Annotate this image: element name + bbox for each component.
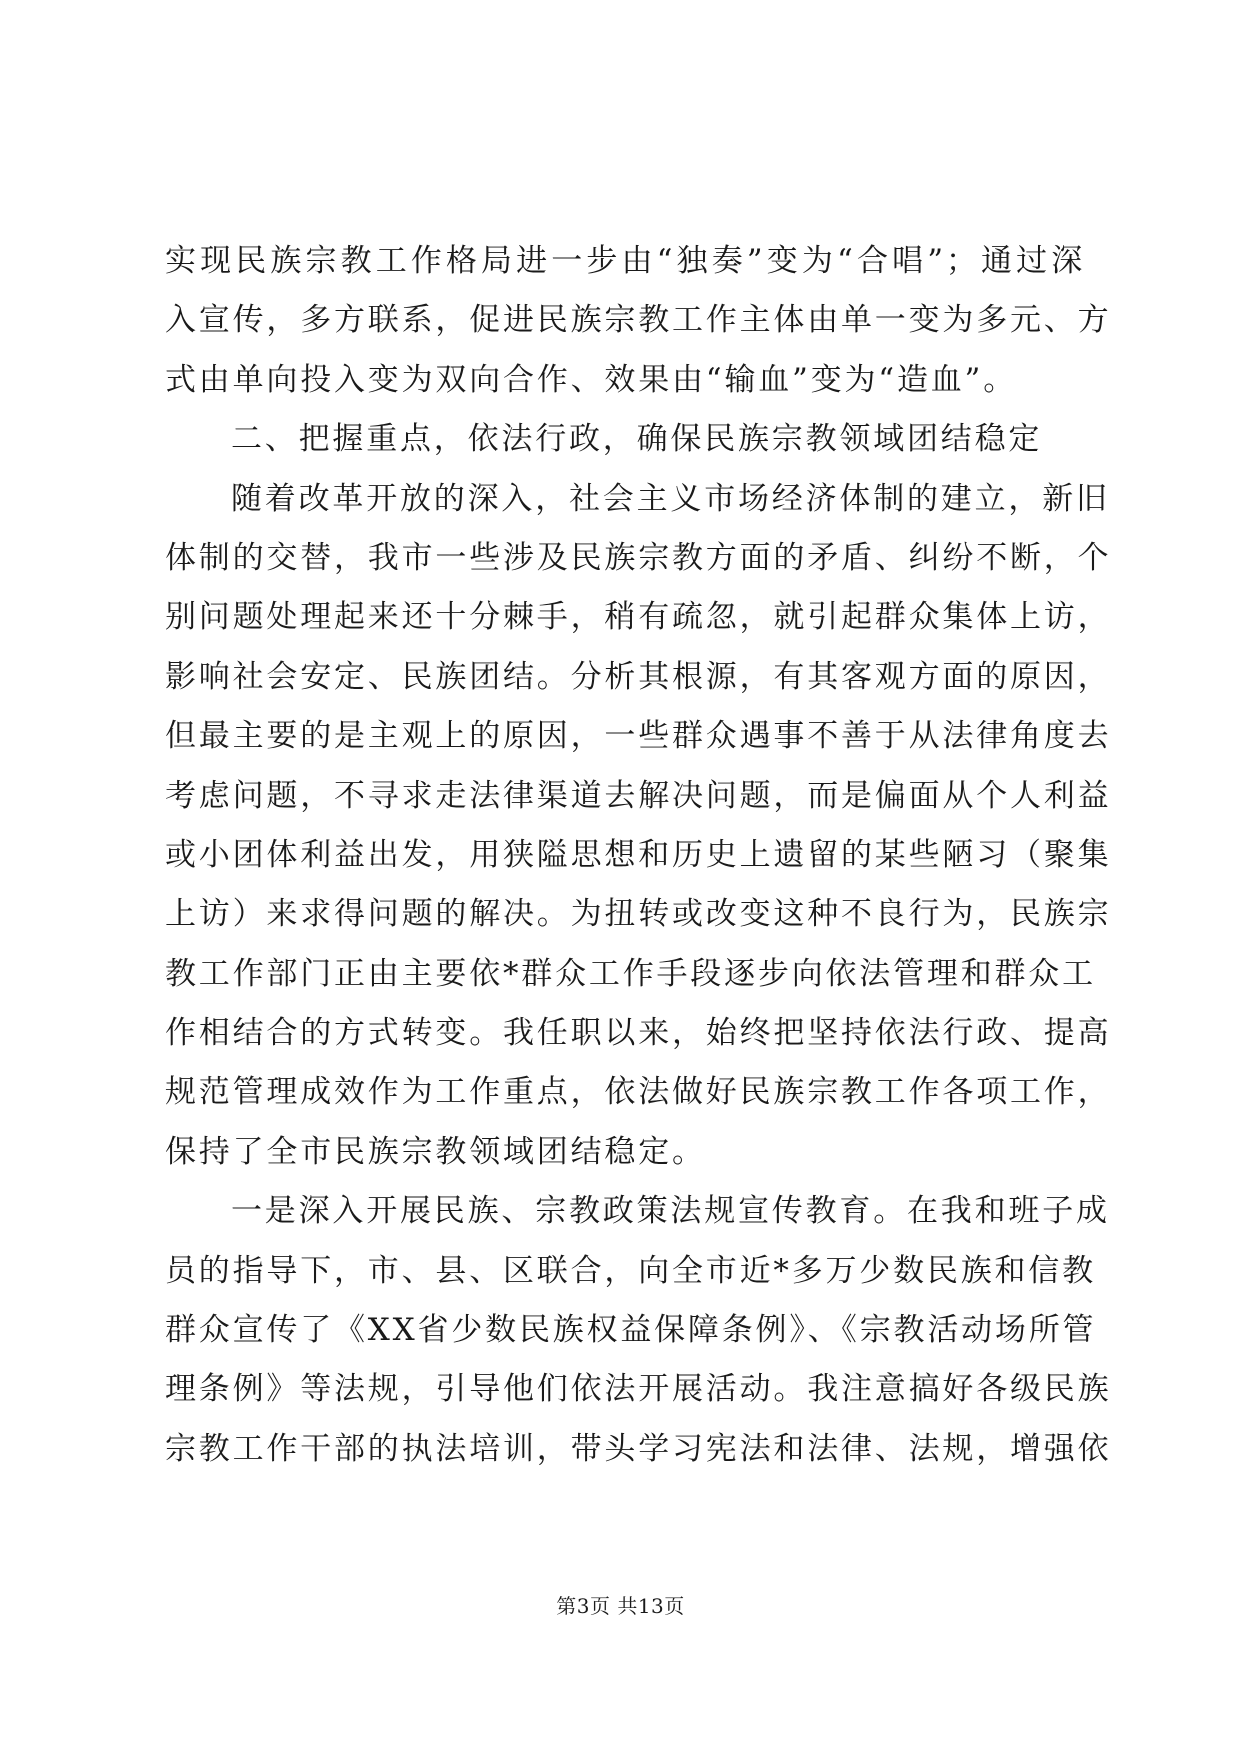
text-line: 入宣传，多方联系，促进民族宗教工作主体由单一变为多元、方 (165, 302, 1112, 339)
text-line: 保持了全市民族宗教领域团结稳定。 (165, 1133, 706, 1170)
text-line: 一是深入开展民族、宗教政策法规宣传教育。在我和班子成 (231, 1193, 1110, 1230)
text-line: 影响社会安定、民族团结。分析其根源，有其客观方面的原因， (165, 658, 1112, 695)
text-line: 体制的交替，我市一些涉及民族宗教方面的矛盾、纠纷不断，个 (165, 539, 1112, 576)
text-line: 上访）来求得问题的解决。为扭转或改变这种不良行为，民族宗 (165, 896, 1112, 933)
text-line: 群众宣传了《XX省少数民族权益保障条例》、《宗教活动场所管 (165, 1312, 1097, 1349)
text-line: 但最主要的是主观上的原因，一些群众遇事不善于从法律角度去 (165, 718, 1112, 755)
text-line: 考虑问题，不寻求走法律渠道去解决问题，而是偏面从个人利益 (165, 777, 1112, 814)
page-number-footer: 第3页 共13页 (556, 1594, 685, 1618)
document-body (165, 232, 1112, 1479)
text-line: 理条例》等法规，引导他们依法开展活动。我注意搞好各级民族 (165, 1371, 1112, 1408)
section-heading: 二、把握重点，依法行政，确保民族宗教领域团结稳定 (231, 421, 1043, 458)
text-line: 或小团体利益出发，用狭隘思想和历史上遗留的某些陋习（聚集 (165, 836, 1112, 873)
text-line: 规范管理成效作为工作重点，依法做好民族宗教工作各项工作， (165, 1074, 1112, 1111)
text-line: 员的指导下，市、县、区联合，向全市近*多万少数民族和信教 (165, 1252, 1096, 1289)
text-line: 式由单向投入变为双向合作、效果由“输血”变为“造血”。 (165, 361, 1017, 398)
text-line: 别问题处理起来还十分棘手，稍有疏忽，就引起群众集体上访， (165, 599, 1112, 636)
text-line: 作相结合的方式转变。我任职以来，始终把坚持依法行政、提高 (165, 1015, 1112, 1052)
text-line: 宗教工作干部的执法培训，带头学习宪法和法律、法规，增强依 (165, 1430, 1112, 1467)
text-line: 随着改革开放的深入，社会主义市场经济体制的建立，新旧 (231, 480, 1110, 517)
text-line: 实现民族宗教工作格局进一步由“独奏”变为“合唱”；通过深 (165, 243, 1085, 279)
text-line: 教工作部门正由主要依*群众工作手段逐步向依法管理和群众工 (165, 955, 1096, 992)
